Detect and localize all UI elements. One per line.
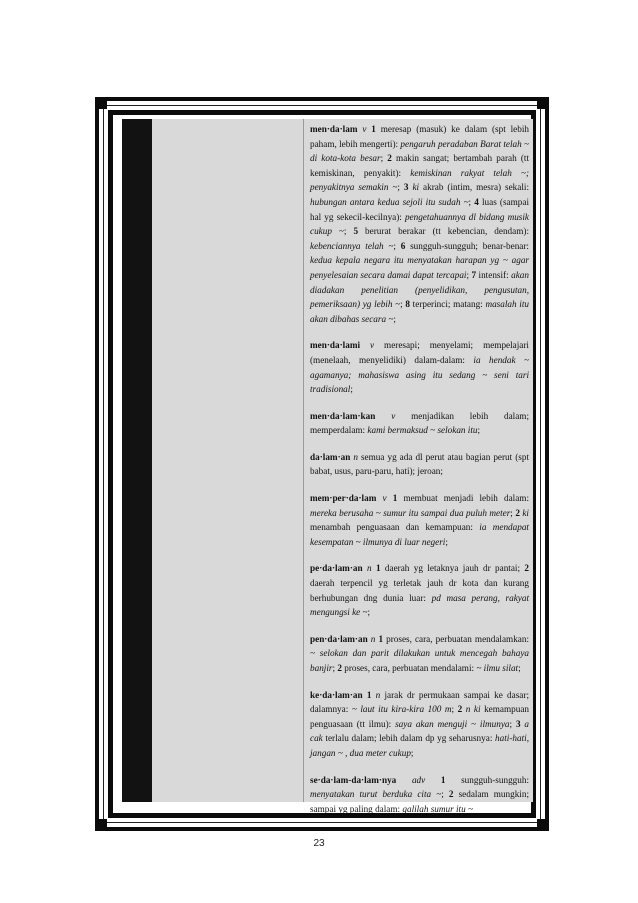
dictionary-entry [310,561,529,619]
entry-text: daerah yg letaknya jauh dr pantai; [380,563,525,574]
entry-italic-text: ia mendapat kesempatan ~ ilmunya di luar negeri [310,522,529,547]
sense-number: 1 [375,563,381,574]
entry-text: ; [343,226,354,237]
entry-headword: pen·da·lam·an [310,633,368,644]
entry-italic-text: mereka berusaha ~ sumur itu sampai dua puluh meter [310,507,511,518]
entry-italic-text: ki [522,507,529,518]
entry-italic-text: akan diadakan penelitian (penyelidikan, pengusutan, pemeriksaan) yg lebih ~ [310,269,529,310]
entry-text: sungguh-sungguh; benar-benar: [405,240,529,251]
sense-number: 1 [366,689,372,700]
entry-italic-text: kemiskinan rakyat telah ~; penyakitnya semakin ~ [310,167,530,193]
entry-headword: da·lam·an [310,451,351,462]
border-corner-top-right [537,97,549,109]
sense-number: 2 [448,789,454,800]
entry-text: akrab (intim, mesra) sekali: [419,182,530,193]
sense-number: 4 [474,196,479,207]
entry-italic-text: ki [412,182,420,193]
entry-text: kemampuan penguasaan (tt ilmu): [310,704,529,729]
entry-italic-text: masalah itu akan dibahas secara ~ [310,299,529,324]
entry-text: ; [350,384,353,395]
page-number: 23 [313,838,325,849]
sense-number: 2 [457,704,463,715]
entry-text: ; [509,718,516,729]
dictionary-entry [310,688,529,761]
entry-italic-text: v [360,340,385,351]
entry-headword: pe·da·lam·an [310,563,363,574]
dictionary-entry [310,122,529,326]
sense-number: 6 [400,240,406,251]
entry-italic-text: kami bermaksud ~ selokan itu [367,425,478,436]
entry-text: ; [477,425,481,436]
entry-italic-text: v [376,493,393,504]
dictionary-entry [310,632,529,676]
sense-number: 2 [387,153,392,164]
border-corner-bottom-left [95,819,107,831]
entry-text: intensif: [476,269,512,280]
border-corner-bottom-right [537,819,549,831]
entry-italic-text: kedua kepala negara itu menyatakan harapan yg ~ agar penyelesaian secara damai dapat tercapai [310,255,529,280]
entry-italic-text: ~ selokan dan parit dilakukan untuk mencegah bahaya banjir [310,648,529,673]
entry-text: membuat menjadi lebih dalam: [397,493,530,504]
sense-number: 1 [392,493,398,504]
entry-text: meresap (masuk) ke dalam (spt lebih paham, lebih mengerti): [310,124,529,149]
entry-text: proses, cara, perbuatan mendalami: [341,663,477,673]
entry-italic-text: ia hendak ~ agamanya; mahasiswa asing itu sedang ~ seni tari tradisional [310,354,530,395]
sense-number: 2 [515,507,520,518]
sense-number: 3 [403,182,409,193]
entry-text: ; [451,704,458,715]
entry-text: jarak dr permukaan sampai ke dasar; dalamnya: [310,689,529,715]
entry-italic-text: ~ laut itu kira-kira 100 m [351,704,452,715]
entry-text: ; [393,240,401,251]
entry-italic-text: menyatakan turut berduka cita ~ [310,789,442,800]
entry-text: ; [393,313,396,324]
entry-italic-text: n [362,563,376,574]
entry-text: ; [518,663,521,673]
entry-italic-text: n ki [465,704,481,715]
sense-number: 8 [405,299,410,310]
entry-italic-text: saya akan menguji ~ ilmunya [395,718,510,729]
entry-text: semua yg ada dl perut atau bagian perut (spt babat, usus, paru-paru, hati); jeroan; [310,451,530,477]
dictionary-entry [310,491,529,549]
entry-text: ; [468,196,475,207]
entry-italic-text: kebenciannya telah ~ [310,240,394,251]
sense-number: 2 [337,663,342,673]
entry-text: ; [380,153,388,164]
dictionary-entry [310,450,529,479]
entry-text: luas (sampai hal yg sekecil-kecilnya): [310,196,530,222]
entry-text: terlalu dalam; lebih dalam dp yg seharusnya: [322,733,496,744]
entry-text: berurat berakar (tt kebencian, dendam): [358,226,529,237]
entry-headword: men·da·lami [310,340,361,351]
sense-number: 7 [471,269,477,280]
entry-headword: men·da·lam·kan [310,410,376,421]
entry-text: sungguh-sungguh: [445,774,529,785]
sense-number: 1 [378,633,384,644]
entry-text: ; [400,299,406,310]
sense-number: 1 [371,124,376,134]
entry-italic-text: n [350,451,361,462]
entry-text: ; [397,182,404,193]
entry-text: ; [510,507,516,518]
entry-text: ; [445,536,448,547]
entry-text: meresapi; menyelami; mempelajari (menelaah, menyelidiki) dalam-dalam: [310,340,529,365]
entry-headword: se·da·lam-da·lam·nya [310,774,397,785]
entry-italic-text: pengetahuannya dl bidang musik cukup ~ [310,211,530,237]
dictionary-entry [310,409,529,438]
entry-text: ; [367,607,371,618]
entry-italic-text: pd masa perang, rakyat mengungsi ke ~ [310,592,529,618]
dictionary-entries [310,122,529,828]
entry-italic-text: n [367,633,379,644]
entry-text: ; [332,663,338,673]
entry-text: sedalam mungkin; sampai yg paling dalam: [310,789,530,814]
entry-italic-text: hubungan antara kedua sejoli itu sudah ~ [310,196,469,207]
entry-text: menjadikan lebih dalam; memperdalam: [310,410,530,436]
entry-italic-text: galilah sumur itu ~ [402,803,473,814]
entry-headword: ke·da·lam·an [310,689,363,700]
sense-number: 1 [440,774,446,785]
entry-text: menambah penguasaan dan kemampuan: [310,522,480,533]
entry-text: daerah terpencil yg terletak jauh dr kota dan kurang berhubungan dng dunia luar: [310,578,529,603]
entry-text: ; [410,747,414,758]
entry-italic-text: adv [396,774,441,785]
entry-italic-text: a cak [310,718,530,744]
entry-text: ; [441,789,449,800]
entry-headword: men·da·lam [310,124,358,134]
border-corner-top-left [95,97,107,109]
entry-italic-text: pengaruh peradaban Barat telah ~ di kota-kota besar [310,138,529,164]
entry-text: makin sangat; bertambah parah (tt kemiskinan, penyakit): [310,153,529,178]
sense-number: 3 [515,718,521,729]
sense-number: 2 [524,563,529,574]
dictionary-entry [310,773,529,817]
entry-italic-text: n [375,689,381,700]
entry-italic-text: hati-hati, jangan ~ , dua meter cukup [310,733,529,758]
table-blank-column [152,119,304,802]
entry-italic-text: ~ ilmu silat [476,663,519,673]
entry-italic-text: v [357,124,372,134]
sense-number: 5 [353,226,359,237]
entry-text: ; [466,269,472,280]
entry-text: proses, cara, perbuatan mendalamkan: [383,633,530,644]
entry-text: terperinci; matang: [409,299,486,310]
entry-headword: mem·per·da·lam [310,493,377,504]
entry-italic-text: v [375,410,412,421]
table-black-column [122,119,152,802]
dictionary-entry [310,338,529,396]
dictionary-table [122,119,533,814]
